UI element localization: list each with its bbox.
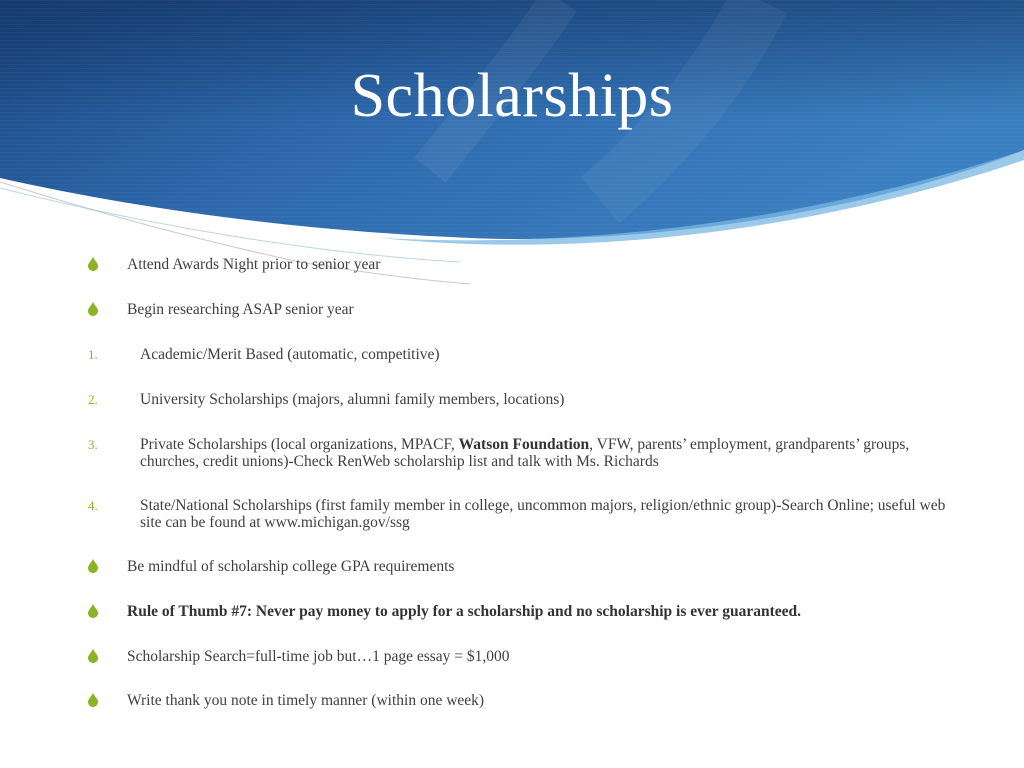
rule-of-thumb-text: Rule of Thumb #7: Never pay money to apply for a scholarship and no scholarship is ever guaranteed.	[127, 603, 802, 620]
list-number: 3.	[88, 437, 98, 452]
leaf-bullet-icon	[88, 256, 116, 271]
text-segment: Private Scholarships (local organizations, MPACF,	[140, 436, 459, 453]
list-number: 4.	[88, 498, 98, 513]
list-item-text: Academic/Merit Based (automatic, competitive)	[140, 346, 440, 363]
list-item-text: State/National Scholarships (first family member in college, uncommon majors, religion/ethnic group)-Search Online; useful web site can be found at www.michigan.gov/ssg	[140, 497, 946, 531]
list-item-text: Write thank you note in timely manner (within one week)	[127, 692, 485, 709]
list-item-text: Be mindful of scholarship college GPA requirements	[127, 558, 455, 575]
list-number: 2.	[88, 392, 98, 407]
list-item-text: University Scholarships (majors, alumni family members, locations)	[140, 391, 565, 408]
list-item-text: Scholarship Search=full-time job but…1 page essay = $1,000	[127, 648, 510, 665]
leaf-bullet-icon	[88, 301, 116, 316]
slide-title: Scholarships	[350, 62, 674, 130]
leaf-bullet-icon	[88, 648, 116, 663]
text-segment: , VFW, parents’ employment, grandparents’ groups, churches, credit unions)-Check RenWeb scholarship list and talk with Ms. Richards	[140, 436, 910, 470]
list-number: 1.	[88, 347, 98, 362]
list-item-text: Begin researching ASAP senior year	[127, 301, 354, 318]
leaf-bullet-icon	[88, 603, 116, 618]
leaf-bullet-icon	[88, 558, 116, 573]
list-item-text	[140, 436, 950, 470]
list-item-text: Attend Awards Night prior to senior year	[127, 256, 381, 273]
leaf-bullet-icon	[88, 692, 116, 707]
bold-text-segment: Watson Foundation	[458, 436, 590, 453]
